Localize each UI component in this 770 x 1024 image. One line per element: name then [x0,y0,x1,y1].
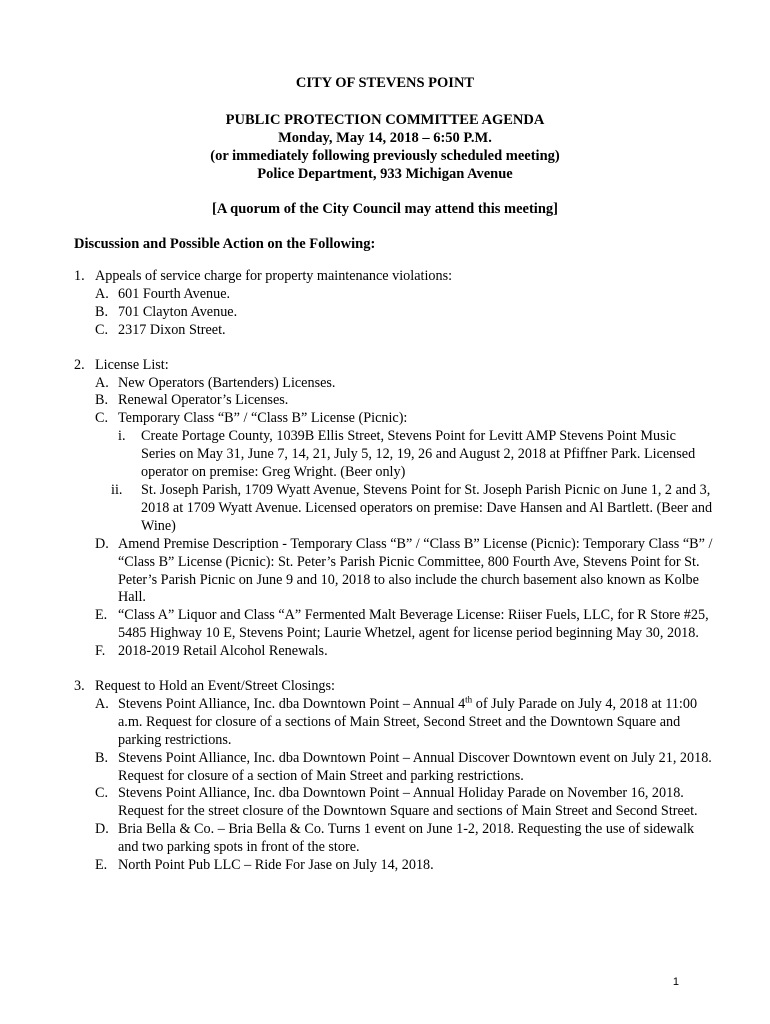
sub-text: 601 Fourth Avenue. [118,285,231,302]
committee-title: PUBLIC PROTECTION COMMITTEE AGENDA [225,112,545,128]
agenda-item-2 [74,357,714,661]
list-item [95,643,714,661]
agenda-item-1 [74,268,714,340]
page-number: 1 [672,976,679,988]
list-item [95,536,714,608]
list-item [95,304,714,322]
roman-text: Create Portage County, 1039B Ellis Street, Stevens Point for Levitt AMP Stevens Point Music Series on May 31, June 7, 14, 21, July 5, 12, 19, 26 and August 2, 2018 at Pfiffner Park. Licensed operator on premise: Greg Wright. (Beer only) [141,428,696,481]
list-item [95,286,714,304]
sub-text [118,696,714,750]
sub-text: New Operators (Bartenders) Licenses. [118,374,336,391]
list-item [95,392,714,410]
sub-text: 701 Clayton Avenue. [118,303,238,320]
roman-label: ii. [111,481,123,498]
sub-text: Amend Premise Description - Temporary Class “B” / “Class B” License (Picnic): Temporary Class “B” / “Class B” License (Picnic): St. Peter’s Parish Picnic Committee, 800 Fourth Ave, Stevens Point for St. Peter’s Parish Picnic on June 9 and 10, 2018 to also include the church basement also known as Kolbe Hall. [118,535,713,606]
roman-label: i. [118,428,126,445]
roman-text: St. Joseph Parish, 1709 Wyatt Avenue, Stevens Point for St. Joseph Parish Picnic on June 1, 2 and 3, 2018 at 1709 Wyatt Avenue. Licensed operators on premise: Dave Hansen and Al Bartlett. (Beer and Wine) [141,481,713,534]
ordinal-suffix: th [465,694,473,705]
item-text: Appeals of service charge for property maintenance violations: [95,268,453,284]
list-item [95,410,714,428]
sub-text: 2317 Dixon Street. [118,321,226,338]
sub-label: B. [95,749,109,766]
sub-label: B. [95,303,109,320]
meeting-location: Police Department, 933 Michigan Avenue [257,166,513,182]
sub-text: North Point Pub LLC – Ride For Jase on July 14, 2018. [118,857,434,874]
sub-text-pre: Stevens Point Alliance, Inc. dba Downtown Point – Annual 4 [118,695,466,712]
sub-label: A. [95,695,109,712]
item-number: 3. [74,678,85,695]
meeting-note: (or immediately following previously scheduled meeting) [210,148,560,164]
list-item [95,375,714,393]
city-title: CITY OF STEVENS POINT [295,75,475,91]
list-item [95,750,714,786]
sub-text: Bria Bella & Co. – Bria Bella & Co. Turns 1 event on June 1-2, 2018. Requesting the use of sidewalk and two parking spots in front of the store. [118,821,695,856]
sub-label: F. [95,643,106,660]
roman-item [111,481,714,536]
sub-label: C. [95,785,109,802]
sub-label: E. [95,857,108,874]
item-number: 2. [74,356,85,373]
list-item [95,322,714,340]
list-item [95,821,714,857]
sub-text: Stevens Point Alliance, Inc. dba Downtown Point – Annual Holiday Parade on November 16, 2018. Request for the street closure of the Downtown Square and sections of Main Street and Second Street. [118,785,698,820]
list-item [95,857,714,875]
item-text: Request to Hold an Event/Street Closings: [95,678,335,695]
meeting-date: Monday, May 14, 2018 – 6:50 P.M. [278,130,492,146]
sub-label: D. [95,535,109,552]
sub-label: A. [95,285,109,302]
sub-label: C. [95,410,109,427]
discussion-heading: Discussion and Possible Action on the Following: [74,236,376,252]
list-item [95,696,714,750]
sub-text: Renewal Operator’s Licenses. [118,392,289,409]
agenda-items [74,268,714,892]
sub-label: B. [95,392,109,409]
list-item [95,785,714,821]
agenda-item-3 [74,678,714,875]
sub-label: C. [95,321,109,338]
sub-text: “Class A” Liquor and Class “A” Fermented Malt Beverage License: Riiser Fuels, LLC, for R Store #25, 5485 Highway 10 E, Stevens Point; Laurie Whetzel, agent for license period beginning May 30, 2018. [118,607,709,642]
agenda-header [0,111,770,183]
item-text: License List: [95,356,169,373]
sub-text-post: of July Parade on July 4, 2018 at 11:00 a.m. Request for closure of a sections of Main Street, Second Street and the Downtown Square and parking restrictions. [118,695,698,748]
sub-text: 2018-2019 Retail Alcohol Renewals. [118,643,328,660]
quorum-notice: [A quorum of the City Council may attend this meeting] [212,201,558,217]
list-item [95,607,714,643]
sub-label: A. [95,374,109,391]
sub-text: Temporary Class “B” / “Class B” License (Picnic): [118,410,408,427]
roman-item [118,428,714,482]
sub-text: Stevens Point Alliance, Inc. dba Downtown Point – Annual Discover Downtown event on July 21, 2018. Request for closure of a section of Main Street and parking restrictions. [118,749,712,784]
item-number: 1. [74,268,85,284]
sub-label: E. [95,607,108,624]
sub-label: D. [95,821,109,838]
